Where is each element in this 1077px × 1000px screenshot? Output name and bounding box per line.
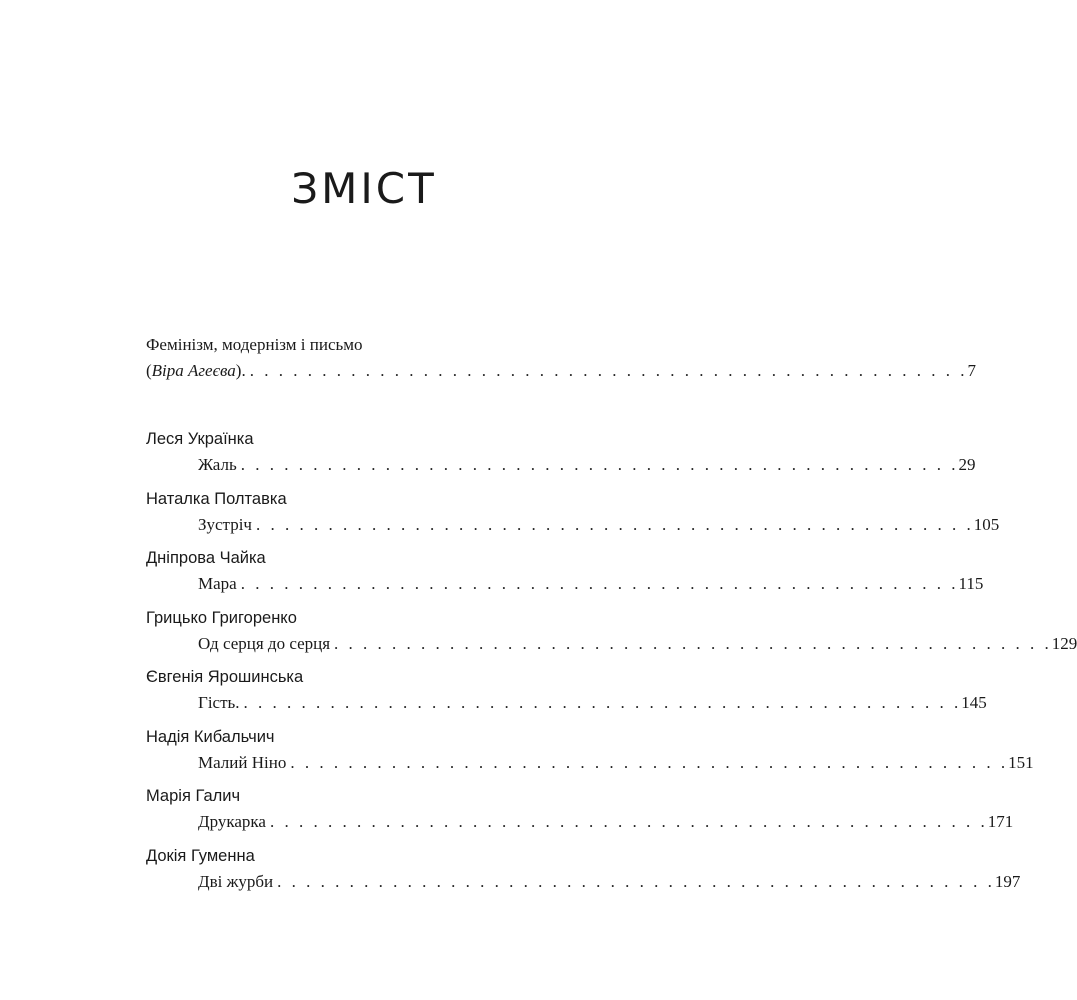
work-title: Зустріч <box>198 514 252 534</box>
work-title: Жаль <box>198 455 237 474</box>
toc-entry <box>146 606 1077 666</box>
work-line <box>198 570 984 598</box>
intro-author: (Віра Агеєва). <box>146 361 246 380</box>
work-line <box>198 749 1034 777</box>
page-number: 171 <box>987 812 1014 831</box>
page-number: 115 <box>958 574 984 593</box>
dot-leader: . . . . . . . . . . . . . . . . . . . . . . . . . . . . . . . . . . . . . . . . . . . . . . . . . . <box>249 361 968 380</box>
toc-entry <box>146 427 976 487</box>
work-line <box>198 511 1000 539</box>
intro-line <box>146 358 976 384</box>
dot-leader: . . . . . . . . . . . . . . . . . . . . . . . . . . . . . . . . . . . . . . . . . . . . . . . . . . <box>240 455 959 474</box>
page-number: 29 <box>958 455 976 474</box>
author-name: Докія Гуменна <box>146 846 255 865</box>
toc-entry <box>146 665 987 725</box>
page-number: 105 <box>973 514 1000 534</box>
author-name: Євгенія Ярошинська <box>146 668 304 686</box>
work-title: Од серця до серця <box>198 633 331 653</box>
author-name: Надія Кибальчич <box>146 727 275 746</box>
author-name: Леся Українка <box>146 430 254 448</box>
toc-entry <box>146 844 1021 904</box>
work-title: Малий Ніно <box>198 752 287 772</box>
work-title: Гість. <box>198 693 240 712</box>
author-name: Грицько Григоренко <box>146 608 297 627</box>
work-title: Друкарка <box>198 812 266 831</box>
author-name: Наталка Полтавка <box>146 489 287 508</box>
work-title: Дві журби <box>198 871 274 891</box>
author-name: Дніпрова Чайка <box>146 549 266 567</box>
toc-intro-entry <box>146 332 976 384</box>
intro-author-name: Віра Агеєва <box>151 361 236 380</box>
dot-leader: . . . . . . . . . . . . . . . . . . . . . . . . . . . . . . . . . . . . . . . . . . . . . . . . . . <box>240 574 959 593</box>
toc-entry <box>146 725 1034 785</box>
page-number: 151 <box>1008 752 1034 772</box>
author-name: Марія Галич <box>146 787 241 805</box>
toc-entry <box>146 487 1000 547</box>
work-line <box>198 630 1077 658</box>
dot-leader: . . . . . . . . . . . . . . . . . . . . . . . . . . . . . . . . . . . . . . . . . . . . . . . . . . <box>255 514 974 534</box>
dot-leader: . . . . . . . . . . . . . . . . . . . . . . . . . . . . . . . . . . . . . . . . . . . . . . . . . . <box>334 633 1052 653</box>
page-number: 197 <box>994 871 1021 891</box>
toc-list <box>146 427 1077 903</box>
work-line <box>198 808 1014 836</box>
toc-entry <box>146 784 1014 844</box>
dot-leader: . . . . . . . . . . . . . . . . . . . . . . . . . . . . . . . . . . . . . . . . . . . . . . . . . . <box>269 812 988 831</box>
work-line <box>198 451 976 479</box>
dot-leader: . . . . . . . . . . . . . . . . . . . . . . . . . . . . . . . . . . . . . . . . . . . . . . . . . . <box>290 752 1009 772</box>
intro-title: Фемінізм, модернізм і письмо <box>146 335 363 354</box>
work-line <box>198 689 987 717</box>
work-title: Мара <box>198 574 237 593</box>
page-number: 145 <box>961 693 987 712</box>
work-line <box>198 868 1021 896</box>
dot-leader: . . . . . . . . . . . . . . . . . . . . . . . . . . . . . . . . . . . . . . . . . . . . . . . . . . <box>243 693 962 712</box>
page-number: 129 <box>1051 633 1077 653</box>
dot-leader: . . . . . . . . . . . . . . . . . . . . . . . . . . . . . . . . . . . . . . . . . . . . . . . . . . <box>277 871 995 891</box>
intro-page-number: 7 <box>967 361 976 380</box>
toc-entry <box>146 546 984 606</box>
page-title: ЗМІСТ <box>291 164 437 213</box>
